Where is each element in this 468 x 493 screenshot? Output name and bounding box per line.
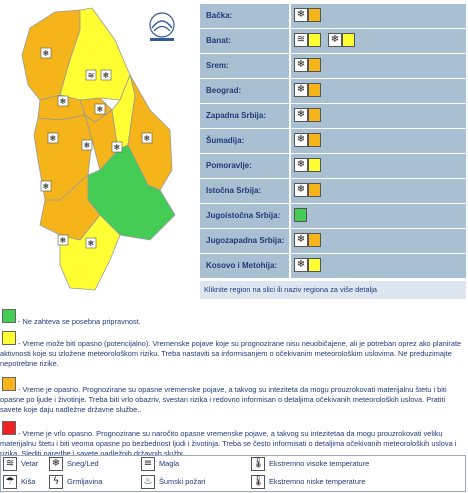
- warning-level-swatch: [294, 208, 307, 222]
- region-row[interactable]: [200, 254, 466, 278]
- map-snow-icon: [95, 104, 105, 114]
- region-row[interactable]: [200, 29, 466, 53]
- key-label: Ekstremno visoke temperature: [269, 459, 370, 468]
- legend-text: - Ne zahteva se posebna pripravnost.: [18, 317, 141, 326]
- region-warning-cell: [291, 204, 466, 228]
- snow-icon: ❄: [294, 83, 308, 97]
- key-label: Šumski požari: [159, 477, 206, 486]
- region-row[interactable]: [200, 54, 466, 78]
- grmljavina-icon: ϟ: [49, 475, 63, 489]
- region-name-link[interactable]: Istočna Srbija:: [200, 179, 289, 203]
- key-item-vetar: [1, 456, 47, 473]
- key-item-visoke: [249, 456, 465, 473]
- vetar-icon: ≋: [3, 457, 17, 471]
- region-row[interactable]: [200, 104, 466, 128]
- region-name-link[interactable]: Jugoistočna Srbija:: [200, 204, 289, 228]
- map-snow-icon: [82, 140, 92, 150]
- region-warning-cell: [291, 229, 466, 253]
- svg-text:❄: ❄: [42, 182, 50, 191]
- region-warning-cell: [291, 129, 466, 153]
- visoke-icon: 🌡: [252, 458, 265, 469]
- svg-text:❄: ❄: [49, 134, 57, 143]
- warning-level-swatch: [308, 133, 321, 147]
- key-item-magla: [139, 456, 249, 473]
- map-snow-icon: [58, 96, 68, 106]
- map-snow-icon: [41, 181, 51, 191]
- key-item-sneg: [47, 456, 139, 473]
- region-name-link[interactable]: Jugozapadna Srbija:: [200, 229, 289, 253]
- magla-icon: ≡: [141, 457, 155, 471]
- svg-text:❄: ❄: [59, 97, 67, 106]
- serbia-warning-map[interactable]: [0, 0, 200, 300]
- region-name-link[interactable]: Srem:: [200, 54, 289, 78]
- key-item-niske: [249, 474, 465, 491]
- sneg-icon: ❄: [49, 457, 63, 471]
- svg-text:❄: ❄: [113, 143, 121, 152]
- map-snow-icon: [101, 70, 111, 80]
- key-item-grmljavina: [47, 474, 139, 491]
- key-item-kisa: [1, 474, 47, 491]
- region-name-link[interactable]: Zapadna Srbija:: [200, 104, 289, 128]
- region-warning-cell: [291, 79, 466, 103]
- kisa-icon: ☂: [3, 475, 17, 489]
- snow-icon: ❄: [294, 108, 308, 122]
- key-label: Sneg/Led: [67, 459, 99, 468]
- key-item-pozar: [139, 474, 249, 491]
- warning-level-swatch: [308, 183, 321, 197]
- snow-icon: ❄: [328, 33, 342, 47]
- snow-icon: ❄: [294, 258, 308, 272]
- region-row[interactable]: [200, 154, 466, 178]
- region-name-link[interactable]: Banat:: [200, 29, 289, 53]
- region-warning-cell: [291, 4, 466, 28]
- snow-icon: ❄: [294, 233, 308, 247]
- niske-icon: 🌡: [252, 476, 265, 487]
- region-row[interactable]: [200, 229, 466, 253]
- warning-level-swatch: [308, 58, 321, 72]
- rhmz-logo: [150, 13, 174, 41]
- warning-level-swatch: [308, 83, 321, 97]
- warning-level-swatch: [308, 158, 321, 172]
- key-label: Grmljavina: [67, 477, 103, 486]
- region-row[interactable]: [200, 129, 466, 153]
- legend: [0, 300, 466, 458]
- snow-icon: ❄: [294, 183, 308, 197]
- warning-level-swatch: [342, 33, 355, 47]
- legend-text: - Vreme je vrlo opasno. Prognozirane su naročito opasne vremenske pojave, a takvog su intezitetaa da mogu prouzrokovati veliku materijalnu štetu i biti veoma opasne po bezbednost ljudi i životinja. Treba se često informisati o detaljima očekivanih meteoroloških uslova i rizika. Slediti naredbe i savete nadležnih državnih službi.: [0, 429, 457, 458]
- region-name-link[interactable]: Pomoravlje:: [200, 154, 289, 178]
- region-warning-cell: [291, 104, 466, 128]
- svg-text:❄: ❄: [87, 239, 95, 248]
- region-name-link[interactable]: Šumadija:: [200, 129, 289, 153]
- svg-text:❄: ❄: [143, 134, 151, 143]
- region-warning-cell: [291, 254, 466, 278]
- warning-level-swatch: [308, 33, 321, 47]
- warning-level-swatch: [308, 8, 321, 22]
- region-warning-cell: [291, 29, 466, 53]
- legend-text: - Vreme može biti opasno (potencijalno). Vremenske pojave koje su prognozirane nisu neuobičajene, ali je potreban oprez ako planirate aktivnosti koje su izložene meteorološkom riziku. Treba nastaviti sa informisanjem o očekivanim meteorološkim uslovima. Ne preduzimajte nepotrebne rizike.: [0, 339, 462, 368]
- wind-icon: ≋: [294, 33, 308, 47]
- snow-icon: ❄: [294, 58, 308, 72]
- map-snow-icon: [86, 238, 96, 248]
- map-snow-icon: [41, 48, 51, 58]
- map-snow-icon: [142, 133, 152, 143]
- region-name-link[interactable]: Bačka:: [200, 4, 289, 28]
- region-name-link[interactable]: Kosovo i Metohija:: [200, 254, 289, 278]
- svg-text:❄: ❄: [42, 49, 50, 58]
- region-hint-text: Kliknite region na slici ili naziv regiona za više detalja: [200, 281, 466, 299]
- region-name-link[interactable]: Beograd:: [200, 79, 289, 103]
- svg-text:❄: ❄: [59, 236, 67, 245]
- map-wind-icon: [86, 70, 96, 80]
- pozar-icon: ♨: [141, 475, 155, 489]
- map-snow-icon: [112, 142, 122, 152]
- region-row[interactable]: [200, 179, 466, 203]
- region-row[interactable]: [200, 4, 466, 28]
- region-row[interactable]: [200, 79, 466, 103]
- snow-icon: ❄: [294, 133, 308, 147]
- svg-text:❄: ❄: [102, 71, 110, 80]
- legend-text: - Vreme je opasno. Prognozirane su opasne vremenske pojave, a takvog su inteziteta da mogu prouzrokovati materijalnu štetu i biti opasne po ljude i životinje. Treba biti vrlo obazriv, svestan rizika i redovno informisan o detaljima očekivanih meteoroloških uslova. Pratiti savete koje daju nadležne državne službe..: [0, 385, 447, 414]
- snow-icon: ❄: [294, 8, 308, 22]
- region-warning-cell: [291, 154, 466, 178]
- warning-level-swatch: [308, 258, 321, 272]
- region-warning-cell: [291, 54, 466, 78]
- icon-key-table: [0, 455, 466, 492]
- svg-text:❄: ❄: [96, 105, 104, 114]
- key-label: Magla: [159, 459, 180, 468]
- warning-level-swatch: [308, 233, 321, 247]
- svg-text:≋: ≋: [87, 71, 95, 80]
- map-snow-icon: [58, 235, 68, 245]
- key-label: Kiša: [21, 477, 36, 486]
- map-snow-icon: [48, 133, 58, 143]
- key-label: Vetar: [21, 459, 39, 468]
- key-label: Ekstremno niske temperature: [269, 477, 366, 486]
- region-row[interactable]: [200, 204, 466, 228]
- region-warning-cell: [291, 179, 466, 203]
- snow-icon: ❄: [294, 158, 308, 172]
- svg-text:❄: ❄: [83, 141, 91, 150]
- warning-level-swatch: [308, 108, 321, 122]
